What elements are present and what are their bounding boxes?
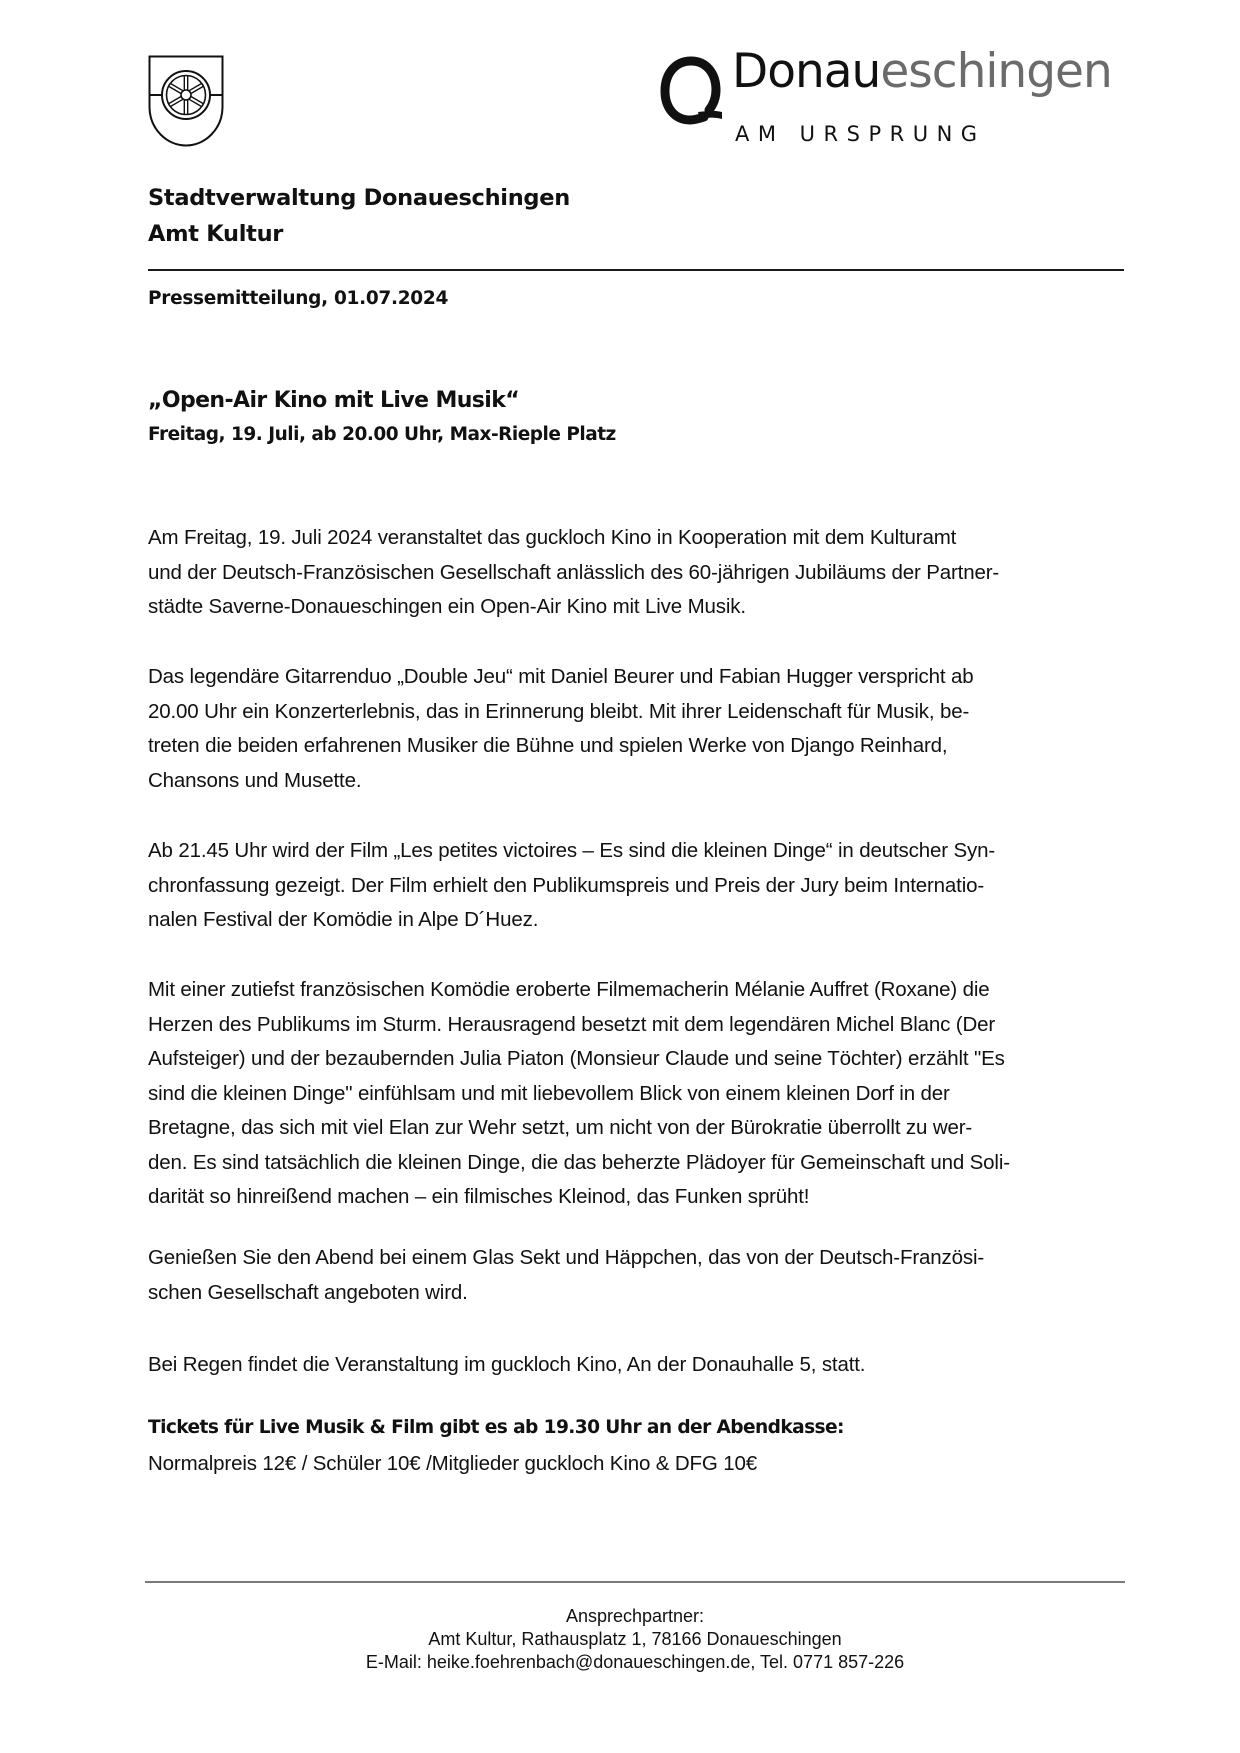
paragraph-reception	[148, 1241, 1138, 1310]
contact-address: Amt Kultur, Rathausplatz 1, 78166 Donaueschingen	[428, 1629, 842, 1649]
paragraph-film	[148, 834, 1138, 938]
brand-tagline: AM URSPRUNG	[735, 122, 986, 146]
paragraph-rain	[148, 1348, 1138, 1383]
paragraph-line: Ab 21.45 Uhr wird der Film „Les petites victoires – Es sind die kleinen Dinge“ in deutscher Syn-	[148, 839, 995, 862]
press-release-date: Pressemitteilung, 01.07.2024	[148, 288, 449, 309]
paragraph-line: nalen Festival der Komödie in Alpe D´Huez.	[148, 908, 539, 931]
paragraph-music	[148, 660, 1138, 798]
contact-email-phone: E-Mail: heike.foehrenbach@donaueschingen.de, Tel. 0771 857-226	[365, 1652, 905, 1672]
organization-block	[148, 180, 570, 252]
paragraph-line: städte Saverne-Donaueschingen ein Open-Air Kino mit Live Musik.	[148, 595, 746, 618]
event-subtitle: Freitag, 19. Juli, ab 20.00 Uhr, Max-Rieple Platz	[148, 424, 616, 445]
paragraph-line: Bei Regen findet die Veranstaltung im guckloch Kino, An der Donauhalle 5, statt.	[148, 1353, 866, 1376]
brand-q-icon	[660, 55, 726, 125]
brand-wordmark	[732, 44, 1112, 99]
header-divider	[148, 269, 1124, 271]
paragraph-line: Herzen des Publikums im Sturm. Herausragend besetzt mit dem legendären Michel Blanc (Der	[148, 1012, 996, 1036]
paragraph-line: Chansons und Musette.	[148, 768, 362, 792]
brand-word-light: eschingen	[880, 44, 1112, 99]
paragraph-line: Aufsteiger) und der bezaubernden Julia Piaton (Monsieur Claude und seine Töchter) erzählt "Es	[148, 1047, 1005, 1070]
paragraph-line: chronfassung gezeigt. Der Film erhielt den Publikumspreis und Preis der Jury beim Internatio-	[148, 873, 985, 897]
paragraph-line: treten die beiden erfahrenen Musiker die Bühne und spielen Werke von Django Reinhard,	[148, 734, 948, 757]
tickets-heading: Tickets für Live Musik & Film gibt es ab 19.30 Uhr an der Abendkasse:	[148, 1417, 844, 1438]
paragraph-intro	[148, 521, 1138, 625]
paragraph-line: 20.00 Uhr ein Konzerterlebnis, das in Erinnerung bleibt. Mit ihrer Leidenschaft für Musik, be-	[148, 699, 970, 723]
paragraph-line: Mit einer zutiefst französischen Komödie eroberte Filmemacherin Mélanie Auffret (Roxane) die	[148, 978, 990, 1001]
paragraph-film-description	[148, 973, 1138, 1215]
department-name: Amt Kultur	[148, 221, 284, 247]
coat-of-arms-shield-icon	[148, 55, 224, 147]
paragraph-line: und der Deutsch-Französischen Gesellschaft anlässlich des 60-jährigen Jubiläums der Partner-	[148, 560, 1000, 584]
paragraph-line: darität so hinreißend machen – ein filmisches Kleinod, das Funken sprüht!	[148, 1185, 810, 1208]
paragraph-line: Genießen Sie den Abend bei einem Glas Sekt und Häppchen, das von der Deutsch-Französi-	[148, 1246, 985, 1269]
paragraph-line: Am Freitag, 19. Juli 2024 veranstaltet das guckloch Kino in Kooperation mit dem Kulturamt	[148, 526, 957, 549]
paragraph-line: schen Gesellschaft angeboten wird.	[148, 1280, 468, 1304]
ticket-prices: Normalpreis 12€ / Schüler 10€ /Mitglieder guckloch Kino & DFG 10€	[148, 1452, 757, 1475]
contact-label: Ansprechpartner:	[565, 1606, 705, 1626]
paragraph-line: Das legendäre Gitarrenduo „Double Jeu“ mit Daniel Beurer und Fabian Hugger verspricht ab	[148, 665, 974, 688]
brand-logo	[660, 44, 1130, 152]
paragraph-line: sind die kleinen Dinge" einfühlsam und mit liebevollem Blick von einem kleinen Dorf in der	[148, 1081, 950, 1105]
organization-name: Stadtverwaltung Donaueschingen	[148, 185, 570, 211]
footer-divider	[145, 1581, 1125, 1583]
paragraph-line: den. Es sind tatsächlich die kleinen Dinge, die das beherzte Plädoyer für Gemeinschaft und Soli-	[148, 1150, 1010, 1174]
contact-footer	[145, 1605, 1125, 1674]
paragraph-line: Bretagne, das sich mit viel Elan zur Wehr setzt, um nicht von der Bürokratie überrollt zu wer-	[148, 1116, 973, 1139]
brand-word-dark: Donau	[732, 44, 881, 99]
event-title: „Open-Air Kino mit Live Musik“	[148, 388, 520, 413]
